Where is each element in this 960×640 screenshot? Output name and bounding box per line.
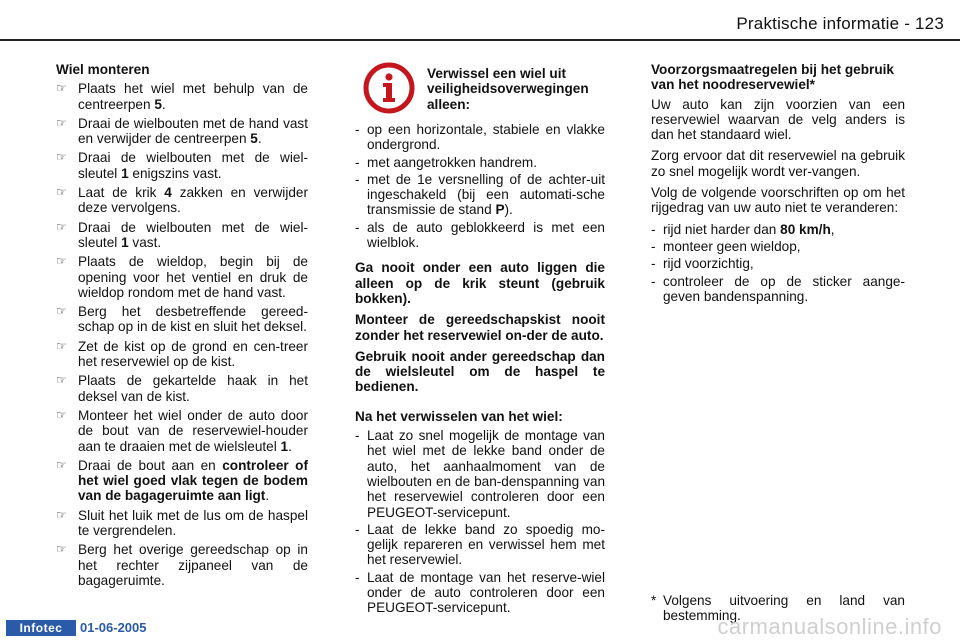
watermark: carmanualsonline.info xyxy=(717,614,942,639)
step-item xyxy=(56,220,308,251)
text-part: met de 1e versnelling of de achter-uit ingeschakeld (bij een automati-sche transmissie de stand xyxy=(367,171,605,218)
condition-item xyxy=(355,122,605,153)
text-part: Plaats de wieldop, begin bij de opening voor het ventiel en druk de wieldop rondom met de hand vast. xyxy=(78,254,308,300)
dash-marker: - xyxy=(355,219,360,235)
paragraph xyxy=(651,148,905,179)
footnote-text: Volgens uitvoering en land van bestemming. xyxy=(663,593,905,623)
warning-box xyxy=(355,62,605,114)
section-heading-wiel-monteren: Wiel monteren xyxy=(56,62,150,77)
after-item-text: Laat zo snel mogelijk de montage van het wiel met de lekke band onder de auto, het aanhaalmoment van de wielbouten en de ban-denspanning van het reservewiel controleren door een PEUGEOT-servicepunt. xyxy=(367,428,605,520)
hand-pointer-icon: ☞ xyxy=(56,150,67,165)
condition-item xyxy=(355,172,605,218)
text-part: op een horizontale, stabiele en vlakke ondergrond. xyxy=(367,122,605,153)
hand-pointer-icon: ☞ xyxy=(56,507,67,522)
text-part: monteer geen wieldop, xyxy=(663,238,801,254)
step-item xyxy=(56,116,308,147)
hand-pointer-icon: ☞ xyxy=(56,81,67,96)
hand-pointer-icon: ☞ xyxy=(56,254,67,269)
rule-item-text xyxy=(663,239,905,254)
step-item xyxy=(56,81,308,112)
section-heading-na-verwisselen: Na het verwisselen van het wiel: xyxy=(355,408,563,424)
step-item-text xyxy=(78,116,308,147)
text-part: zakken en verwijder deze vervolgens. xyxy=(78,185,308,216)
paragraphs xyxy=(651,97,905,216)
dash-marker: - xyxy=(355,521,360,537)
column-wiel-monteren xyxy=(56,62,308,592)
step-item-text xyxy=(78,542,308,588)
info-warning-icon xyxy=(363,62,415,114)
text-part: als de auto geblokkeerd is met een wielblok. xyxy=(367,219,605,251)
condition-item xyxy=(355,220,605,251)
hand-pointer-icon: ☞ xyxy=(56,115,67,130)
text-part: met aangetrokken handrem. xyxy=(367,154,538,170)
dash-marker: - xyxy=(355,122,360,137)
text-bold: 1 xyxy=(280,438,289,454)
text-part: Monteer het wiel onder de auto door de bout van de reservewiel-houder aan te draaien met de wielsleutel xyxy=(78,407,308,454)
text-part: . xyxy=(265,488,270,504)
after-item xyxy=(355,570,605,616)
rule-item xyxy=(651,274,905,305)
step-item-text xyxy=(78,150,308,181)
step-item-text xyxy=(78,408,308,454)
step-item-text xyxy=(78,304,308,335)
step-item xyxy=(56,185,308,216)
dash-marker: - xyxy=(651,273,656,289)
text-bold: 80 km/h xyxy=(780,221,831,237)
footer-date: 01-06-2005 xyxy=(80,620,147,635)
step-item-text xyxy=(78,81,308,112)
condition-item xyxy=(355,155,605,170)
text-part: . xyxy=(161,96,166,112)
text-part: . xyxy=(257,131,262,147)
text-part: Draai de wielbouten met de hand vast en verwijder de centreerpen xyxy=(78,115,308,147)
bold-warning-paragraph: Monteer de gereedschapskist nooit zonder het reservewiel on-der de auto. xyxy=(355,312,605,343)
dash-marker: - xyxy=(651,256,656,272)
bold-warning xyxy=(355,260,605,306)
page-title: Praktische informatie - 123 xyxy=(736,14,944,33)
hand-pointer-icon: ☞ xyxy=(56,407,67,422)
text-bold: controleer of het wiel goed vlak tegen de bodem van de bagageruimte aan ligt xyxy=(78,457,308,504)
text-part: Berg het desbetreffende gereed-schap op in de kist en sluit het deksel. xyxy=(78,304,308,335)
hand-pointer-icon: ☞ xyxy=(56,304,67,319)
step-item xyxy=(56,304,308,335)
bold-warning xyxy=(355,312,605,343)
section-heading-noodreservewiel: Voorzorgsmaatregelen bij het gebruik van het noodreservewiel* xyxy=(651,62,894,93)
hand-pointer-icon: ☞ xyxy=(56,457,67,472)
text-bold: P xyxy=(495,202,505,218)
warning-title: Verwissel een wiel uit veiligheidsoverwegingen alleen: xyxy=(427,66,589,112)
step-item-text xyxy=(78,185,308,216)
page-header xyxy=(0,10,960,50)
bold-warnings xyxy=(355,260,605,394)
step-item xyxy=(56,542,308,588)
column-veiligheid xyxy=(355,62,605,618)
bold-warning-paragraph: Ga nooit onder een auto liggen die alleen op de krik steunt (gebruik bokken). xyxy=(355,260,605,306)
step-item xyxy=(56,339,308,370)
paragraph xyxy=(651,185,905,216)
footnote-marker: * xyxy=(651,593,657,608)
text-bold: 1 xyxy=(121,234,129,250)
step-item-text xyxy=(78,508,308,539)
hand-pointer-icon: ☞ xyxy=(56,542,67,557)
text-part: Zet de kist op de grond en cen-treer het reservewiel op de kist. xyxy=(78,338,308,370)
step-item-text xyxy=(78,339,308,370)
text-part: Draai de wielbouten met de wiel-sleutel xyxy=(78,150,308,181)
text-part: controleer de op de sticker aange-geven bandenspanning. xyxy=(663,273,905,304)
text-part: rijd voorzichtig, xyxy=(663,256,754,272)
after-item-text: Laat de montage van het reserve-wiel onder de auto controleren door een PEUGEOT-servicepunt. xyxy=(367,569,605,616)
text-part: Laat de krik xyxy=(78,185,165,201)
step-item-text xyxy=(78,254,308,300)
rule-item-text xyxy=(663,222,905,237)
dash-marker: - xyxy=(355,569,360,585)
dash-marker: - xyxy=(355,154,360,170)
after-item-text: Laat de lekke band zo spoedig mo-gelijk repareren en verwissel hem met het reservewiel. xyxy=(367,521,605,568)
step-item xyxy=(56,408,308,454)
rule-item-text xyxy=(663,256,905,271)
step-item xyxy=(56,508,308,539)
after-item xyxy=(355,428,605,520)
infotec-logo: Infotec xyxy=(6,620,76,636)
step-item xyxy=(56,373,308,404)
rule-item xyxy=(651,239,905,254)
hand-pointer-icon: ☞ xyxy=(56,338,67,353)
hand-pointer-icon: ☞ xyxy=(56,373,67,388)
column-noodreservewiel xyxy=(651,62,905,306)
condition-item-text xyxy=(367,172,605,218)
step-item-text xyxy=(78,220,308,251)
text-part: Berg het overige gereedschap op in het rechter zijpaneel van de bagageruimte. xyxy=(78,542,308,588)
text-part: Plaats de gekartelde haak in het deksel van de kist. xyxy=(78,373,308,404)
step-item-text xyxy=(78,458,308,504)
dash-marker: - xyxy=(355,428,360,444)
step-item xyxy=(56,458,308,504)
text-bold: 5 xyxy=(250,131,258,147)
step-item xyxy=(56,150,308,181)
rule-item-text xyxy=(663,274,905,305)
paragraph-text: Volg de volgende voorschriften op om het rijgedrag van uw auto niet te veranderen: xyxy=(651,185,905,216)
paragraph-text: Uw auto kan zijn voorzien van een reservewiel waarvan de velg anders is dan het standaard wiel. xyxy=(651,96,905,143)
rule-item xyxy=(651,256,905,271)
paragraph-text: Zorg ervoor dat dit reservewiel na gebruik zo snel mogelijk wordt ver-vangen. xyxy=(651,148,905,179)
bold-warning-paragraph: Gebruik nooit ander gereedschap dan de wielsleutel om de haspel te bedienen. xyxy=(355,348,605,395)
after-item xyxy=(355,522,605,568)
text-part: Draai de bout aan en xyxy=(78,457,223,473)
rules-list xyxy=(651,222,905,304)
hand-pointer-icon: ☞ xyxy=(56,219,67,234)
text-part: ). xyxy=(504,202,513,218)
text-bold: 4 xyxy=(164,185,172,201)
text-part: . xyxy=(288,438,292,454)
text-part: , xyxy=(830,221,835,237)
step-item xyxy=(56,254,308,300)
dash-marker: - xyxy=(355,171,360,187)
step-item-text xyxy=(78,373,308,404)
text-bold: 5 xyxy=(154,96,162,112)
text-part: enigszins vast. xyxy=(128,165,222,181)
header-rule xyxy=(0,39,960,41)
hand-pointer-icon: ☞ xyxy=(56,185,67,200)
text-part: Sluit het luik met de lus om de haspel te vergrendelen. xyxy=(78,507,308,539)
paragraph xyxy=(651,97,905,143)
text-part: vast. xyxy=(128,234,162,250)
after-list xyxy=(355,428,605,616)
text-part: Draai de wielbouten met de wiel-sleutel xyxy=(78,219,308,250)
rule-item xyxy=(651,222,905,237)
dash-marker: - xyxy=(651,238,656,254)
dash-marker: - xyxy=(651,221,656,237)
steps-list xyxy=(56,81,308,588)
condition-item-text xyxy=(367,155,605,170)
text-part: rijd niet harder dan xyxy=(663,221,781,237)
text-bold: 1 xyxy=(121,165,129,181)
condition-item-text xyxy=(367,122,605,153)
text-part: Plaats het wiel met behulp van de centreerpen xyxy=(78,81,308,112)
conditions-list xyxy=(355,122,605,250)
bold-warning xyxy=(355,349,605,395)
condition-item-text xyxy=(367,220,605,251)
